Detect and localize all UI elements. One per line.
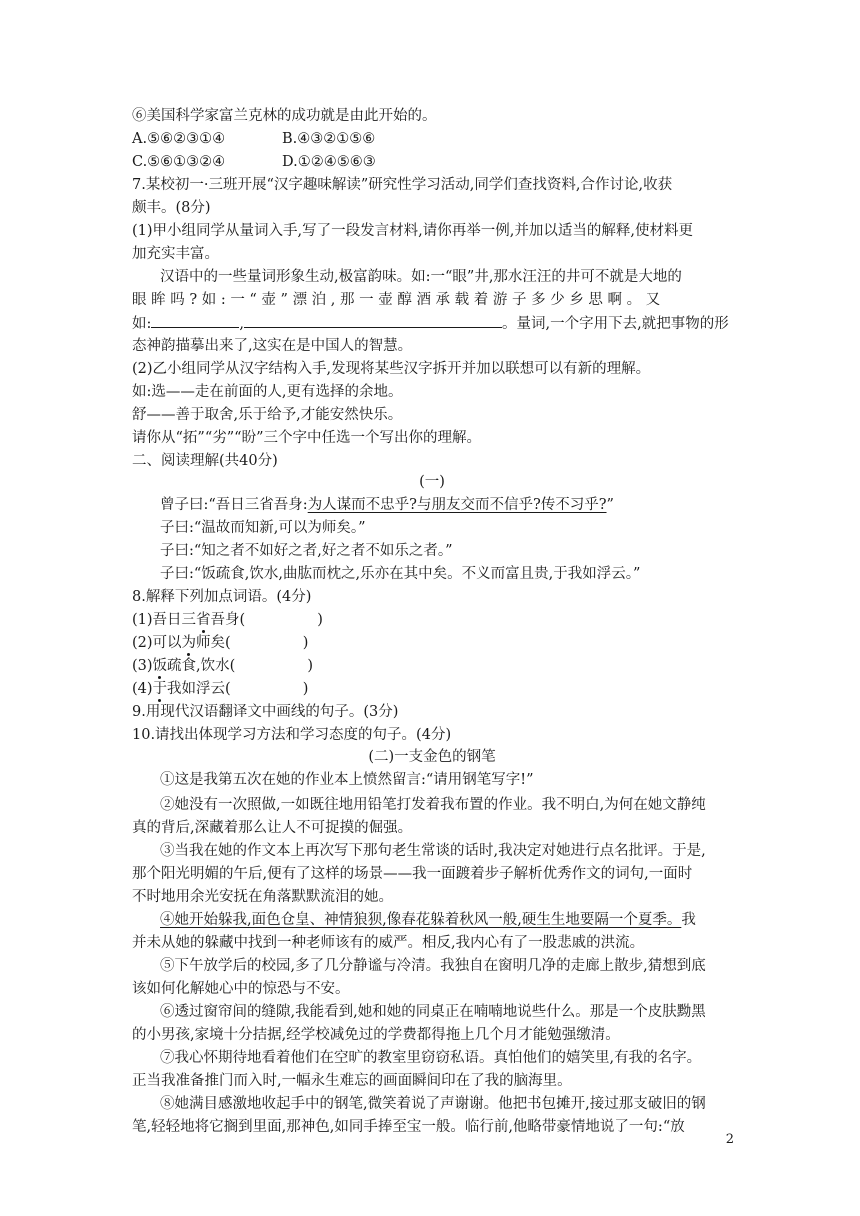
q6-option-d[interactable]: D.①②④⑤⑥③ xyxy=(282,154,376,170)
story-para-5-line-1: ⑤下午放学后的校园,多了几分静谧与冷清。我独自在窗明几净的走廊上散步,猜想到底 xyxy=(160,958,706,974)
q8-item-2-text: (2)可以 xyxy=(132,635,182,651)
q7-part2-example-1: 如:选——走在前面的人,更有选择的余地。 xyxy=(132,384,403,400)
q7-stem-line-1: 7.某校初一·三班开展“汉字趣味解读”研究性学习活动,同学们查找资料,合作讨论,收获 xyxy=(132,177,673,193)
story-para-4-line-1 xyxy=(160,910,732,932)
story-para-3-line-2: 那个阳光明媚的午后,便有了这样的场景——我一面踱着步子解析优秀作文的词句,一面时 xyxy=(132,866,693,882)
q8-item-3-text-after: 疏食,饮水( xyxy=(167,658,236,674)
lunyu-1-underlined-sentence: 为人谋而不忠乎?与朋友交而不信乎?传不习乎? xyxy=(307,497,607,513)
story-para-3-line-1: ③当我在她的作文本上再次写下那句老生常谈的话时,我决定对她进行点名批评。于是, xyxy=(160,843,706,859)
lunyu-1-close-quote: ” xyxy=(606,497,614,513)
q8-item-2-close-paren: ) xyxy=(302,635,309,651)
q7-answer-blank-2[interactable] xyxy=(244,313,502,328)
story-para-7-line-2: 正当我准备推门而入时,一幅永生难忘的画面瞬间印在了我的脑海里。 xyxy=(132,1073,572,1089)
q7-material-comma: , xyxy=(239,316,244,332)
story-title: (二)一支金色的钢笔 xyxy=(368,749,496,765)
q8-item-1 xyxy=(132,610,732,632)
story-para-8-line-2: 笔,轻轻地将它搁到里面,那神色,如同手捧至宝一般。临行前,他略带豪情地说了一句:“放 xyxy=(132,1119,685,1135)
q8-item-2 xyxy=(132,633,732,655)
q6-statement-6: ⑥美国科学家富兰克林的成功就是由此开始的。 xyxy=(132,108,437,124)
q8-item-4-close-paren: ) xyxy=(302,681,309,697)
story-para-7-line-1: ⑦我心怀期待地看着他们在空旷的教室里窃窃私语。真怕他们的嬉笑里,有我的名字。 xyxy=(160,1050,702,1066)
q8-item-1-dotted-word: 省 xyxy=(196,612,211,628)
q6-option-c[interactable]: C.⑤⑥①③②④ xyxy=(132,154,226,170)
story-para-6-line-1: ⑥透过窗帘间的缝隙,我能看到,她和她的同桌正在喃喃地说些什么。那是一个皮肤黝黑 xyxy=(160,1004,706,1020)
story-para-4-line-2: 并未从她的躲藏中找到一种老师该有的威严。相反,我内心有了一股悲戚的洪流。 xyxy=(132,935,645,951)
q6-option-a[interactable]: A.⑤⑥②③①④ xyxy=(132,131,226,147)
story-para-1: ①这是我第五次在她的作业本上愤然留言:“请用钢笔写字!” xyxy=(160,772,534,788)
q8-item-1-text-after: 吾身( xyxy=(210,612,246,628)
q7-part1-line-1: (1)甲小组同学从量词入手,写了一段发言材料,请你再举一例,并加以适当的解释,使材料更 xyxy=(132,223,693,239)
story-para-5-line-2: 该如何化解她心中的惊恐与不安。 xyxy=(132,981,350,997)
q8-item-4-dotted-word: 于 xyxy=(152,681,168,697)
q8-item-3-close-paren: ) xyxy=(307,658,313,674)
q8-item-3-dotted-word: 饭 xyxy=(152,658,168,674)
q8-item-2-text-after: 师矣( xyxy=(196,635,231,651)
q7-material-line-4: 态神韵描摹出来了,这实在是中国人的智慧。 xyxy=(132,338,413,354)
q8-item-3-text: (3) xyxy=(132,658,153,674)
q6-options-row-1 xyxy=(132,129,732,151)
q7-part2-example-2: 舒——善于取舍,乐于给予,才能安然快乐。 xyxy=(132,407,403,423)
q7-material-suffix: 。量词,一个字用下去,就把事物的形 xyxy=(502,316,729,332)
lunyu-line-4: 子曰:“饭疏食,饮水,曲肱而枕之,乐亦在其中矣。不义而富且贵,于我如浮云。” xyxy=(160,566,641,582)
q9-stem: 9.用现代汉语翻译文中画线的句子。(3分) xyxy=(132,704,399,720)
q8-item-1-close-paren: ) xyxy=(317,612,323,628)
q7-part2-line-1: (2)乙小组同学从汉字结构入手,发现将某些汉字拆开并加以联想可以有新的理解。 xyxy=(132,361,651,377)
q7-part1-line-2: 加充实丰富。 xyxy=(132,246,219,262)
q7-material-line-2: 眼 眸 吗 ? 如 : 一 “ 壶 ” 漂 泊 , 那 一 壶 醇 酒 承 载 着 游 子 多 少 乡 思 啊 。 又 xyxy=(132,292,661,308)
lunyu-line-2: 子曰:“温故而知新,可以为师矣。” xyxy=(160,520,366,536)
q7-answer-blank-1[interactable] xyxy=(151,313,239,328)
lunyu-line-1 xyxy=(160,495,732,517)
story-para-4-underlined-sentence: ④她开始躲我,面色仓皇、神情狼狈,像春花躲着秋风一般,硬生生地要隔一个夏季。 xyxy=(160,912,682,928)
story-para-4-tail: 我 xyxy=(681,912,696,928)
lunyu-line-3: 子曰:“知之者不如好之者,好之者不如乐之者。” xyxy=(160,543,453,559)
q7-stem-line-2: 颇丰。(8分) xyxy=(132,200,211,216)
story-para-2-line-1: ②她没有一次照做,一如既往地用铅笔打发着我布置的作业。我不明白,为何在她文静纯 xyxy=(160,797,706,813)
q7-material-line-3 xyxy=(132,313,732,335)
story-para-8-line-1: ⑧她满目感激地收起手中的钢笔,微笑着说了声谢谢。他把书包摊开,接过那支破旧的钢 xyxy=(160,1096,706,1112)
q7-part2-task: 请你从“拓”“劣”“盼”三个字中任选一个写出你的理解。 xyxy=(132,430,481,446)
q6-option-b[interactable]: B.④③②①⑤⑥ xyxy=(282,131,376,147)
q6-options-row-2 xyxy=(132,152,732,174)
story-para-2-line-2: 真的背后,深藏着那么让人不可捉摸的倔强。 xyxy=(132,820,413,836)
q8-item-1-text: (1)吾日三 xyxy=(132,612,197,628)
q8-item-4-text-after: 我如浮云( xyxy=(167,681,231,697)
q7-material-line-1: 汉语中的一些量词形象生动,极富韵味。如:一“眼”井,那水汪汪的井可不就是大地的 xyxy=(160,269,682,285)
q8-item-3 xyxy=(132,656,732,678)
reading-part-1-title: (一) xyxy=(419,474,445,490)
q8-item-4-text: (4) xyxy=(132,681,153,697)
lunyu-1-lead: 曾子曰:“吾日三省吾身: xyxy=(160,497,308,513)
q8-item-4 xyxy=(132,679,732,701)
q8-stem: 8.解释下列加点词语。(4分) xyxy=(132,589,312,605)
q10-stem: 10.请找出体现学习方法和学习态度的句子。(4分) xyxy=(132,727,452,743)
story-para-6-line-2: 的小男孩,家境十分拮据,经学校减免过的学费都得拖上几个月才能勉强缴清。 xyxy=(132,1027,620,1043)
story-para-3-line-3: 不时地用余光安抚在角落默默流泪的她。 xyxy=(132,889,393,905)
q8-item-2-dotted-word: 为 xyxy=(181,635,197,651)
page-number: 2 xyxy=(725,1132,734,1147)
q7-material-prefix: 如: xyxy=(132,316,152,332)
section-2-title: 二、阅读理解(共40分) xyxy=(132,453,278,469)
